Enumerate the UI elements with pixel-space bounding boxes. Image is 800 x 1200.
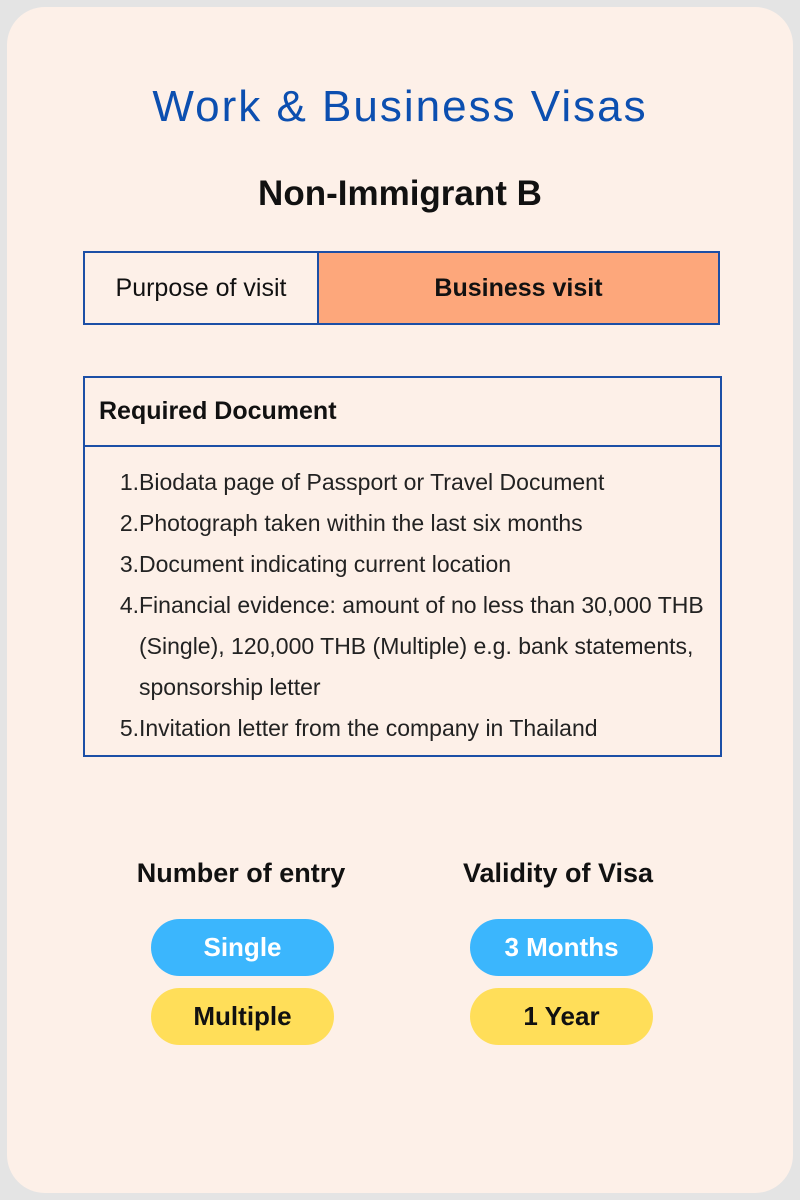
list-item	[85, 462, 720, 503]
list-item-text: Financial evidence: amount of no less than 30,000 THB (Single), 120,000 THB (Multiple) e.g. bank statements, sponsorship letter	[139, 592, 704, 700]
list-item-text: Biodata page of Passport or Travel Document	[139, 469, 605, 495]
list-item-number: 4.	[119, 592, 139, 618]
list-item-number: 2.	[119, 510, 139, 536]
purpose-table	[83, 251, 720, 325]
required-documents-table	[83, 376, 722, 757]
list-item-text: Invitation letter from the company in Thailand	[139, 715, 598, 741]
list-item	[85, 503, 720, 544]
required-documents-header: Required Document	[85, 378, 720, 447]
purpose-label: Purpose of visit	[85, 253, 319, 323]
visa-type-heading: Non-Immigrant B	[258, 174, 542, 213]
validity-3-months-badge: 3 Months	[470, 919, 653, 976]
purpose-value: Business visit	[319, 253, 718, 323]
number-of-entry-heading: Number of entry	[136, 858, 346, 888]
entry-multiple-badge: Multiple	[151, 988, 334, 1045]
list-item	[85, 544, 720, 585]
list-item	[85, 708, 720, 749]
list-item-number: 5.	[119, 715, 139, 741]
page-title: Work & Business Visas	[152, 82, 648, 131]
list-item	[85, 585, 720, 708]
list-item-number: 3.	[119, 551, 139, 577]
validity-1-year-badge: 1 Year	[470, 988, 653, 1045]
list-item-number: 1.	[119, 469, 139, 495]
list-item-text: Photograph taken within the last six months	[139, 510, 583, 536]
validity-of-visa-heading: Validity of Visa	[462, 858, 654, 888]
list-item-text: Document indicating current location	[139, 551, 512, 577]
required-documents-list	[85, 447, 720, 749]
entry-single-badge: Single	[151, 919, 334, 976]
